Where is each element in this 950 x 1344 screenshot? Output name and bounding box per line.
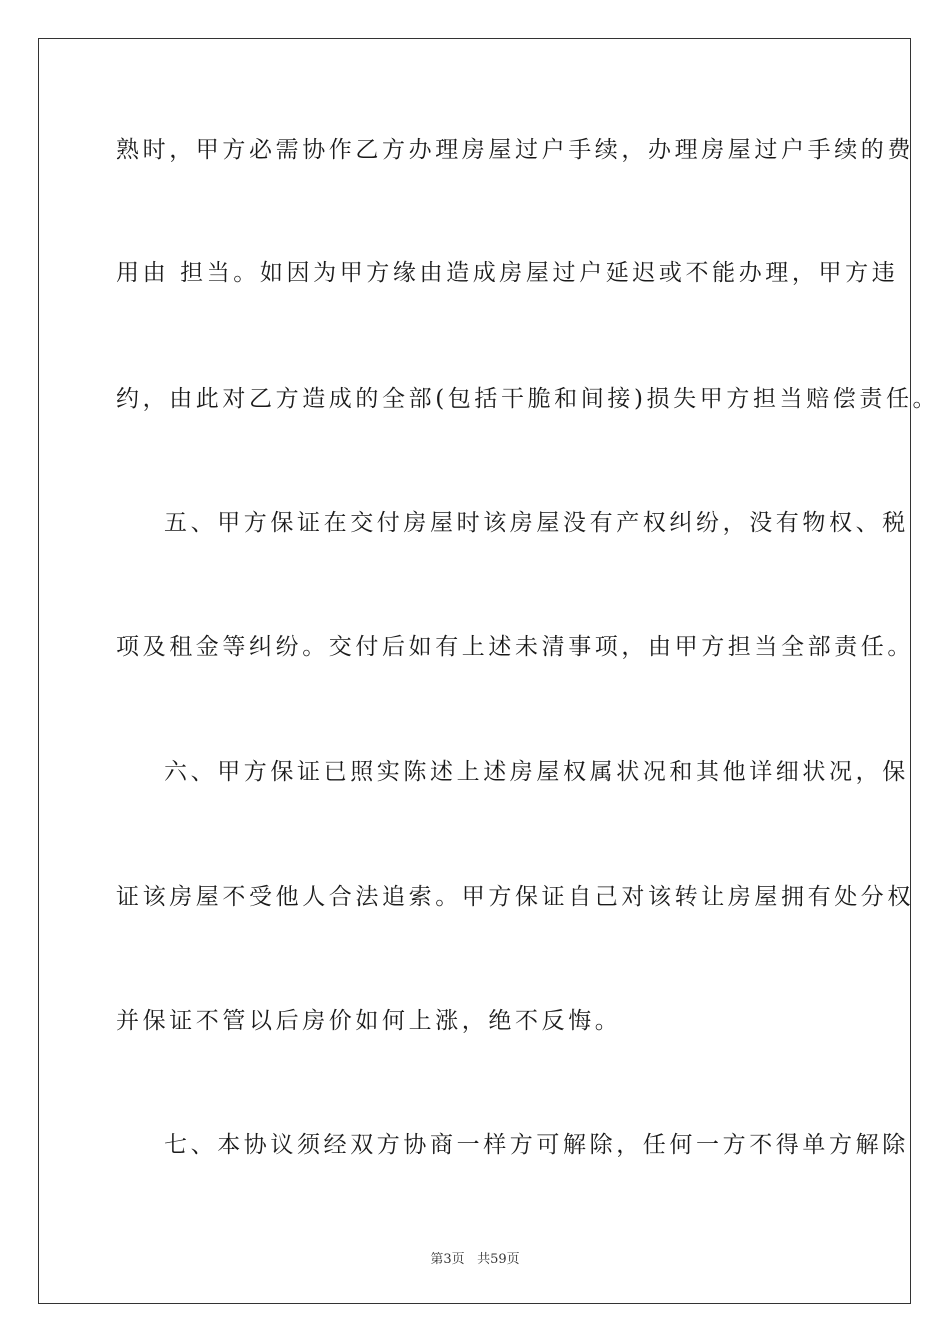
clause-5-line-1: 五、甲方保证在交付房屋时该房屋没有产权纠纷，没有物权、税	[164, 510, 909, 536]
clause-6-line-2: 证该房屋不受他人合法追索。甲方保证自己对该转让房屋拥有处分权	[116, 884, 914, 910]
paragraph-line-1: 熟时，甲方必需协作乙方办理房屋过户手续，办理房屋过户手续的费	[116, 137, 914, 163]
clause-7-line-1: 七、本协议须经双方协商一样方可解除，任何一方不得单方解除	[164, 1132, 909, 1158]
page-footer	[0, 1248, 950, 1267]
page-number: 第3页	[430, 1252, 465, 1267]
clause-6-line-3: 并保证不管以后房价如何上涨，绝不反悔。	[116, 1008, 622, 1034]
paragraph-line-3: 约，由此对乙方造成的全部(包括干脆和间接)损失甲方担当赔偿责任。	[116, 386, 940, 412]
paragraph-line-2: 用由 担当。如因为甲方缘由造成房屋过户延迟或不能办理，甲方违	[116, 260, 899, 286]
total-pages: 共59页	[477, 1252, 520, 1267]
page-border	[38, 38, 940, 1304]
clause-5-line-2: 项及租金等纠纷。交付后如有上述未清事项，由甲方担当全部责任。	[116, 634, 914, 660]
clause-6-line-1: 六、甲方保证已照实陈述上述房屋权属状况和其他详细状况，保	[164, 759, 909, 785]
